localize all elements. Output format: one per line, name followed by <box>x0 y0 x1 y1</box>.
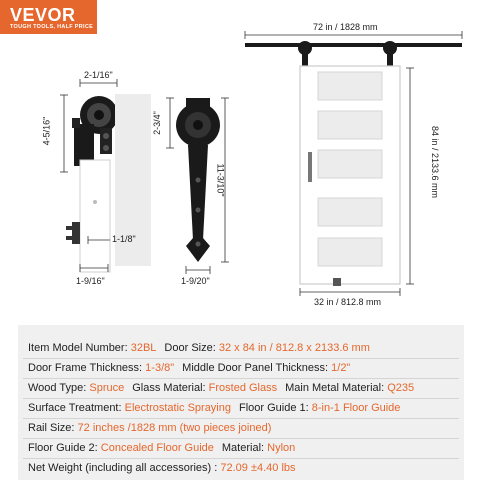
spec-table <box>18 325 464 480</box>
spec-row-model: Item Model Number: 32BL Door Size: 32 x 84 in / 812.8 x 2133.6 mm <box>28 342 370 354</box>
spec-row-materials: Wood Type: Spruce Glass Material: Frosted Glass Main Metal Material: Q235 <box>28 382 415 394</box>
spec-row-surface: Surface Treatment: Electrostatic Spraying Floor Guide 1: 8-in-1 Floor Guide <box>28 402 401 414</box>
spec-row-thickness: Door Frame Thickness: 1-3/8" Middle Door Panel Thickness: 1/2" <box>28 362 351 374</box>
spec-row-floor-guide: Floor Guide 2: Concealed Floor Guide Material: Nylon <box>28 442 296 454</box>
dim-hanger-height: 4-5/16" <box>41 116 52 146</box>
spec-row-rail: Rail Size: 72 inches /1828 mm (two pieces joined) <box>28 422 272 434</box>
track-rail <box>245 43 462 47</box>
dim-door-height: 84 in / 2133.6 mm <box>430 126 440 199</box>
dim-door-top-width: 72 in / 1828 mm <box>313 22 378 32</box>
dim-hanger-width: 2-1/16" <box>84 70 113 80</box>
dim-arrow-height: 11-3/10" <box>215 163 226 197</box>
dim-door-bottom-width: 32 in / 812.8 mm <box>314 297 382 307</box>
dim-floor-guide-depth: 1-1/8" <box>112 234 136 244</box>
brand-tagline: TOUGH TOOLS, HALF PRICE <box>10 24 94 30</box>
dim-hanger-base: 1-9/16" <box>76 276 105 286</box>
door-handle <box>308 152 312 182</box>
dim-arrow-base: 1-9/20" <box>181 276 210 286</box>
spec-row-weight: Net Weight (including all accessories) : 72.09 ±4.40 lbs <box>28 462 296 474</box>
brand-name: VEVOR <box>10 5 76 25</box>
hanger-diagram <box>60 79 118 272</box>
dim-arrow-wheel-height: 2-3/4" <box>151 111 162 135</box>
